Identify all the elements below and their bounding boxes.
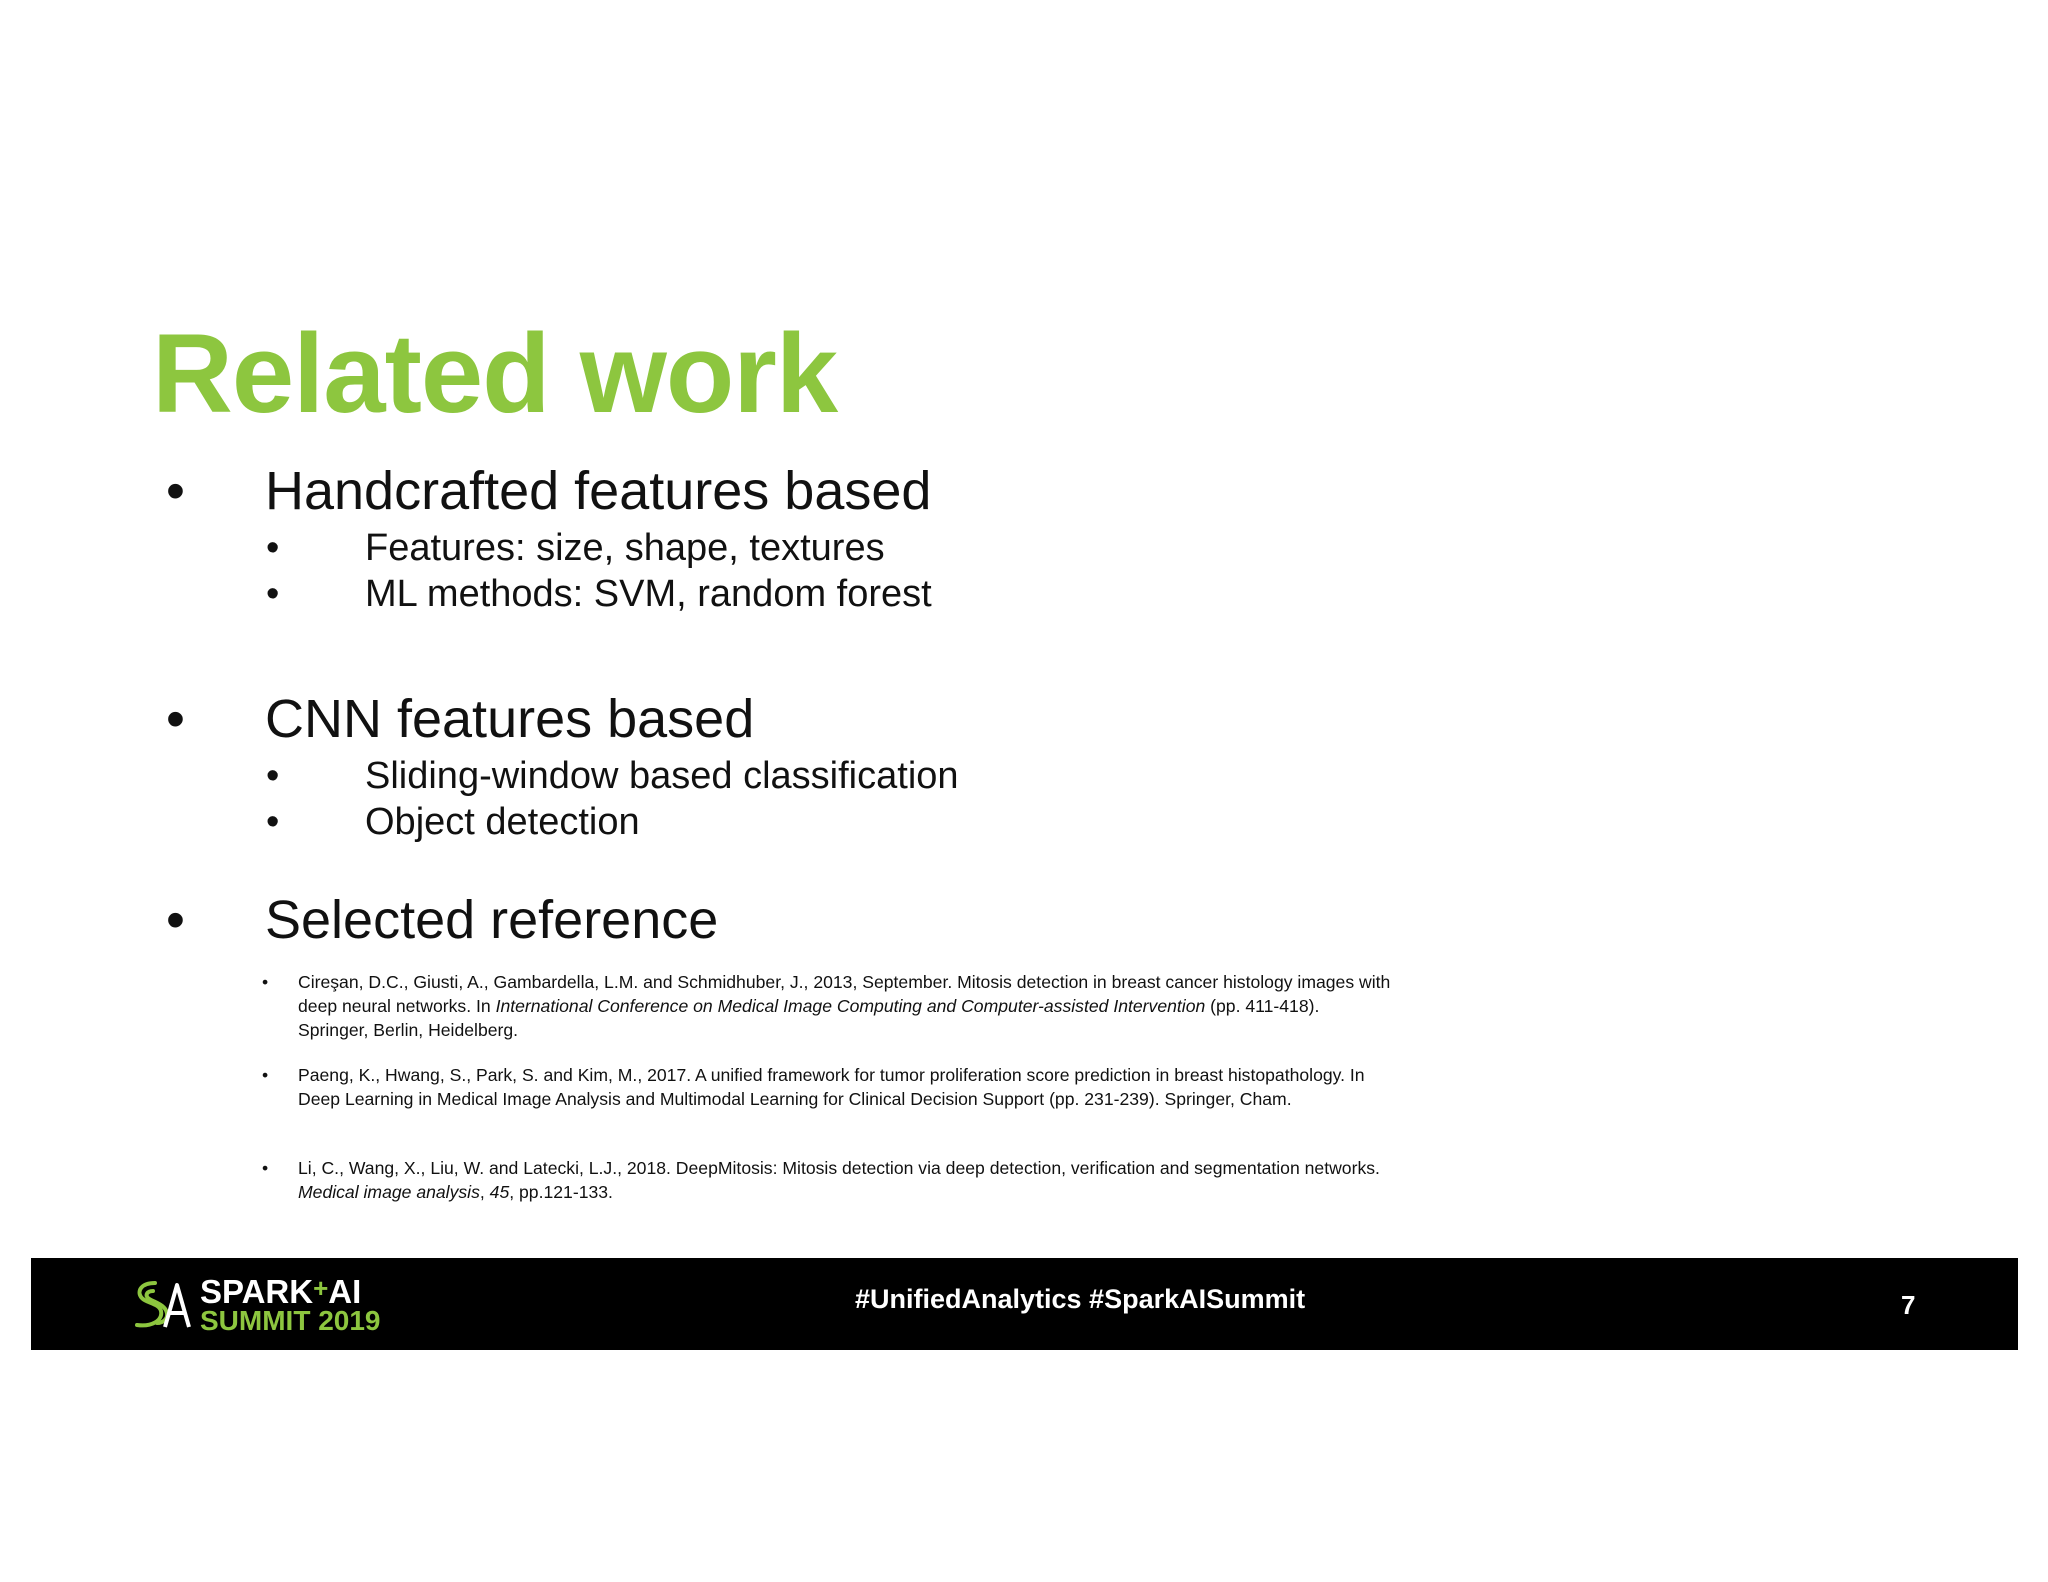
bullet-icon: •	[266, 755, 280, 797]
reference-italic: International Conference on Medical Image Computing and Computer-assisted Intervention	[495, 996, 1206, 1016]
bullet-icon: •	[266, 573, 280, 615]
logo-text: SPARK	[200, 1273, 314, 1310]
sub-bullet-text: Features: size, shape, textures	[365, 527, 885, 569]
logo-wordmark	[200, 1275, 361, 1308]
reference-italic: Medical image analysis	[298, 1182, 480, 1202]
slide-title: Related work	[152, 311, 838, 436]
bullet-icon: •	[262, 1065, 269, 1085]
logo-subtitle: SUMMIT 2019	[200, 1305, 381, 1336]
reference-text	[298, 1063, 1392, 1111]
section-heading: CNN features based	[265, 689, 755, 749]
bullet-icon: •	[262, 1158, 269, 1178]
reference-item	[262, 970, 1392, 1042]
reference-italic: 45	[489, 1182, 510, 1202]
section-heading: Handcrafted features based	[265, 461, 932, 521]
bullet-icon: •	[166, 461, 185, 521]
reference-text-part: Paeng, K., Hwang, S., Park, S. and Kim, M., 2017. A unified framework for tumor proliferation score prediction in breast histopathology. In Deep Learning in Medical Image Analysis and Multimodal Learning for Clinical Decision Support (pp. 231-239). Springer, Cham.	[298, 1065, 1365, 1109]
spark-ai-summit-logo-icon	[131, 1277, 191, 1333]
reference-text-part: (pp. 411-418). Springer, Berlin, Heidelberg.	[298, 996, 1320, 1040]
footer-hashtags: #UnifiedAnalytics #SparkAISummit	[855, 1284, 1306, 1314]
bullet-icon: •	[166, 890, 185, 950]
sub-bullet-text: Sliding-window based classification	[365, 755, 959, 797]
bullet-icon: •	[262, 972, 269, 992]
reference-item	[262, 1156, 1392, 1204]
page-number: 7	[1901, 1290, 1916, 1320]
bullet-icon: •	[166, 689, 185, 749]
reference-text	[298, 1156, 1392, 1204]
logo-plus: +	[313, 1273, 329, 1303]
reference-text-part: , pp.121-133.	[509, 1182, 613, 1202]
reference-text-part: Li, C., Wang, X., Liu, W. and Latecki, L.J., 2018. DeepMitosis: Mitosis detection via deep detection, verification and segmentation networks.	[298, 1158, 1380, 1178]
reference-text-part: ,	[479, 1182, 490, 1202]
bullet-icon: •	[266, 527, 280, 569]
spark-ai-summit-logo	[131, 1275, 431, 1335]
reference-text-part: Cireşan, D.C., Giusti, A., Gambardella, L.M. and Schmidhuber, J., 2013, September. Mitosis detection in breast cancer histology images with deep neural networks. In	[298, 972, 1391, 1016]
reference-item	[262, 1063, 1392, 1111]
footer-bar	[31, 1258, 2018, 1350]
logo-text: AI	[328, 1273, 362, 1310]
bullet-icon: •	[266, 801, 280, 843]
section-heading: Selected reference	[265, 890, 719, 950]
reference-text	[298, 970, 1392, 1042]
sub-bullet-text: Object detection	[365, 801, 640, 843]
sub-bullet-text: ML methods: SVM, random forest	[365, 573, 932, 615]
